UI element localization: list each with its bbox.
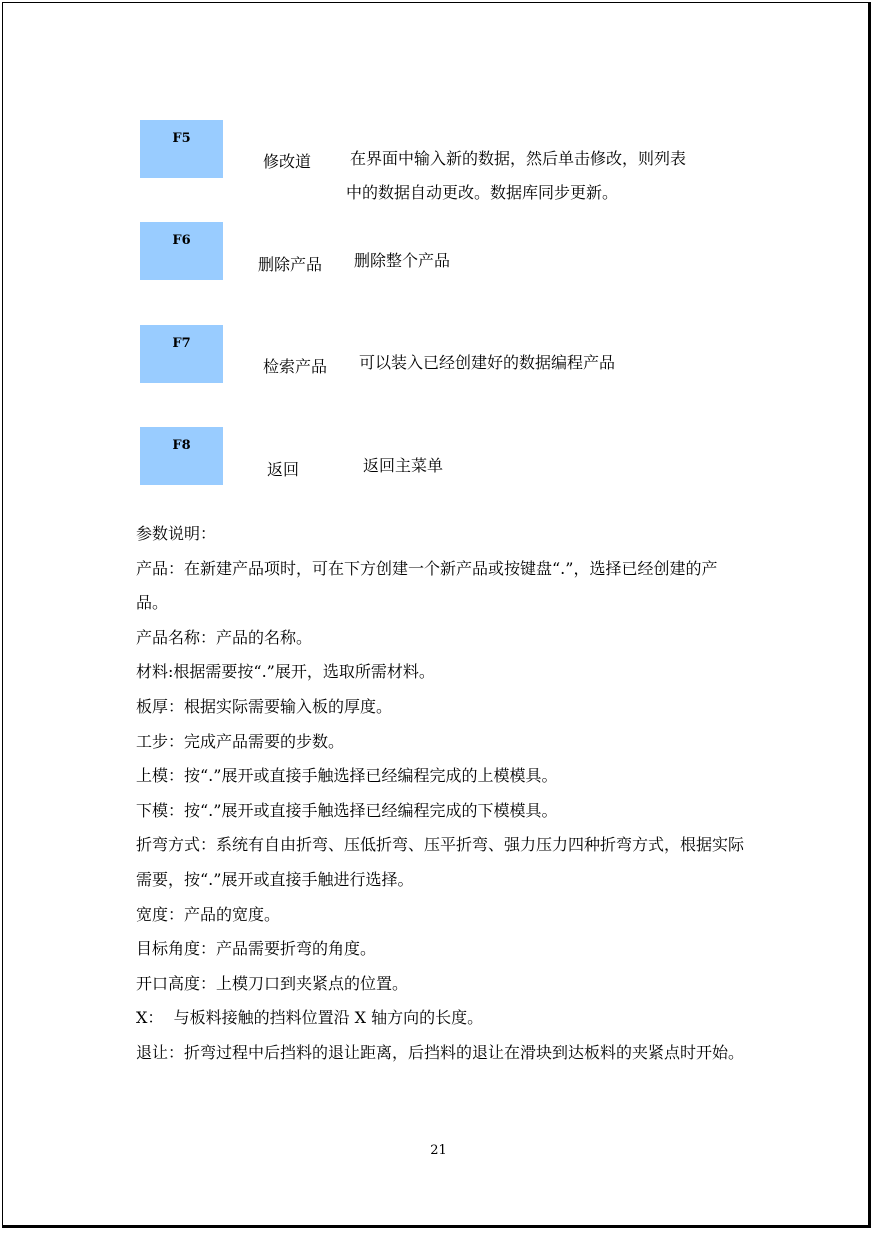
f7-key-label: F7	[172, 336, 191, 351]
f5-key-label: F5	[172, 131, 191, 146]
parameter-width: 宽度：产品的宽度。	[136, 904, 281, 924]
f5-key-box	[140, 120, 223, 178]
f8-key-box	[140, 427, 223, 485]
f6-description-line-1: 删除整个产品	[354, 251, 451, 270]
parameter-lower-die: 下模：按“.”展开或直接手触选择已经编程完成的下模模具。	[136, 800, 558, 820]
f5-function-name: 修改道	[263, 152, 312, 171]
f5-description-line-1: 在界面中输入新的数据，然后单击修改，则列表	[350, 149, 687, 168]
f6-key-label: F6	[172, 233, 191, 248]
parameter-material: 材料:根据需要按“.”展开，选取所需材料。	[136, 662, 435, 682]
f5-description-line-2: 中的数据自动更改。数据库同步更新。	[346, 183, 619, 202]
parameter-x: X： 与板料接触的挡料位置沿 X 轴方向的长度。	[136, 1008, 484, 1028]
page-number: 21	[430, 1143, 447, 1158]
parameter-upper-die: 上模：按“.”展开或直接手触选择已经编程完成的上模模具。	[136, 766, 558, 786]
f8-function-name: 返回	[267, 460, 300, 479]
parameter-bending-mode: 折弯方式：系统有自由折弯、压低折弯、压平折弯、强力压力四种折弯方式，根据实际需要，按“.”展开或直接手触进行选择。	[136, 835, 745, 889]
f6-function-name: 删除产品	[258, 255, 323, 274]
parameter-target-angle: 目标角度：产品需要折弯的角度。	[136, 939, 377, 959]
parameter-thickness: 板厚：根据实际需要输入板的厚度。	[136, 696, 393, 716]
parameter-opening-height: 开口高度：上模刀口到夹紧点的位置。	[136, 973, 409, 993]
f8-description-line-1: 返回主菜单	[363, 456, 444, 475]
parameter-retract: 退让：折弯过程中后挡料的退让距离，后挡料的退让在滑块到达板料的夹紧点时开始。	[136, 1042, 745, 1062]
f7-description-line-1: 可以装入已经创建好的数据编程产品	[359, 353, 616, 372]
parameter-section	[136, 517, 746, 1071]
f6-key-box	[140, 222, 223, 280]
parameter-heading: 参数说明：	[136, 524, 217, 543]
f7-key-box	[140, 325, 223, 383]
f8-key-label: F8	[172, 438, 191, 453]
parameter-product-name: 产品名称：产品的名称。	[136, 627, 313, 647]
f7-function-name: 检索产品	[263, 357, 328, 376]
parameter-steps: 工步：完成产品需要的步数。	[136, 731, 345, 751]
parameter-product: 产品：在新建产品项时，可在下方创建一个新产品或按键盘“.”，选择已经创建的产品。	[136, 558, 718, 613]
